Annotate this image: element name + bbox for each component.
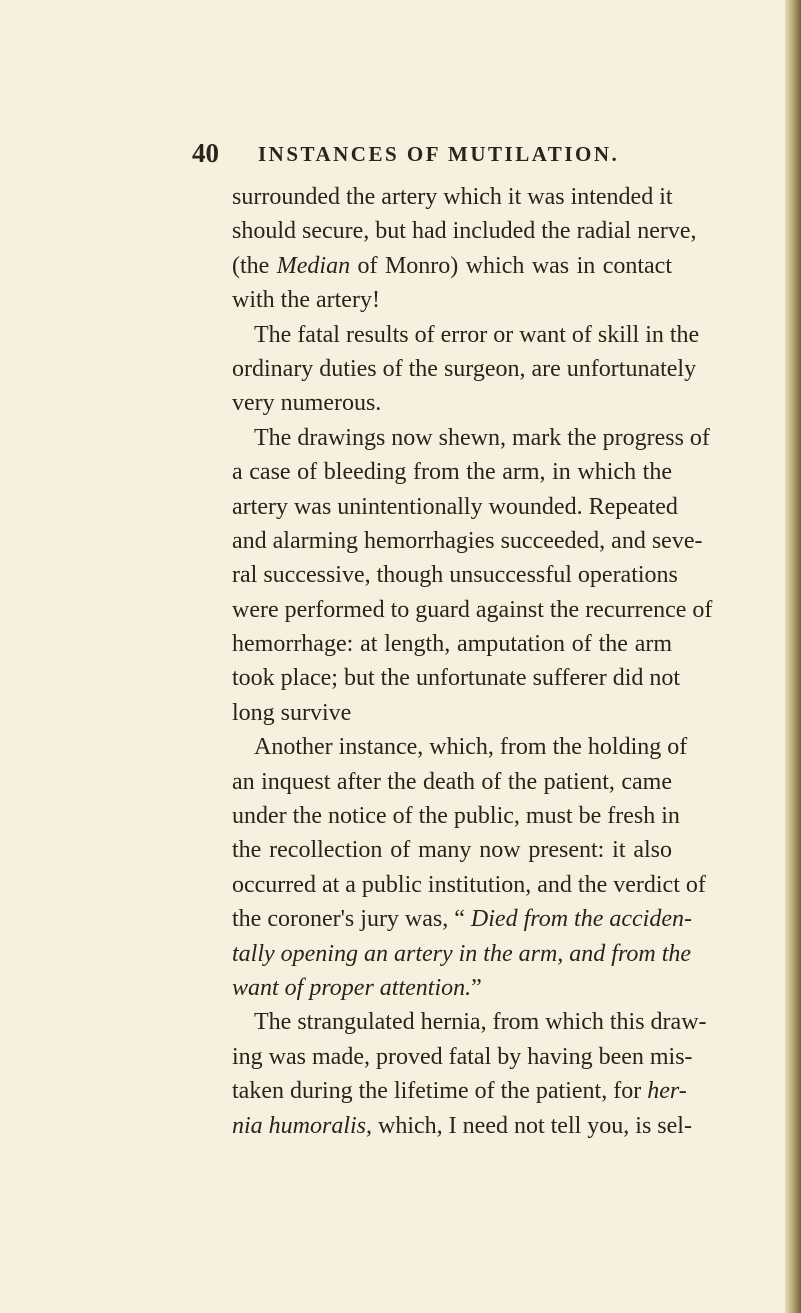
page-header xyxy=(192,138,752,168)
text-line xyxy=(232,799,680,833)
text-line xyxy=(232,249,672,283)
line-text: the coroner's jury was, “ xyxy=(232,906,471,933)
text-line xyxy=(232,902,692,936)
line-text: were performed to guard against the recurrence of xyxy=(232,596,713,623)
text-line xyxy=(232,1074,687,1108)
line-text: The fatal results of error or want of skill in the xyxy=(254,321,700,348)
text-line xyxy=(232,593,713,627)
line-text: surrounded the artery which it was intended it xyxy=(232,184,673,210)
text-line xyxy=(232,868,706,902)
text-line xyxy=(232,318,700,352)
italic-text: her- xyxy=(647,1078,687,1105)
line-text: of Monro) which was in contact xyxy=(350,252,672,279)
text-line xyxy=(232,455,672,489)
text-line xyxy=(232,1109,692,1143)
body-text xyxy=(232,180,713,1143)
text-line xyxy=(232,1040,693,1074)
text-line xyxy=(232,214,697,248)
line-text: the recollection of many now present: it also xyxy=(232,837,672,864)
line-text: occurred at a public institution, and the verdict of xyxy=(232,871,706,898)
line-text: ing was made, proved fatal by having been mis- xyxy=(232,1043,693,1070)
text-line xyxy=(232,1005,707,1039)
text-line xyxy=(232,971,672,1005)
line-text: a case of bleeding from the arm, in which the xyxy=(232,459,672,486)
text-line xyxy=(232,765,672,799)
text-line xyxy=(232,490,678,524)
line-text: ordinary duties of the surgeon, are unfortunately xyxy=(232,355,697,382)
text-line xyxy=(232,180,672,214)
line-text: and alarming hemorrhagies succeeded, and seve- xyxy=(232,527,703,554)
line-text: should secure, but had included the radial nerve, xyxy=(232,218,697,245)
line-text: with the artery! xyxy=(232,287,380,314)
text-line xyxy=(232,386,672,420)
line-text: long survive xyxy=(232,699,352,726)
text-line xyxy=(232,421,710,455)
text-line xyxy=(232,558,678,592)
running-head: INSTANCES OF MUTILATION. xyxy=(258,142,620,166)
line-text: an inquest after the death of the patient, came xyxy=(232,768,672,795)
italic-text: tally opening an artery in the arm, and from the xyxy=(232,940,692,967)
line-text: The strangulated hernia, from which this draw- xyxy=(254,1009,707,1036)
line-text: under the notice of the public, must be fresh in xyxy=(232,803,680,830)
line-text: Another instance, which, from the holding of xyxy=(254,734,688,761)
line-text: The drawings now shewn, mark the progress of xyxy=(254,424,710,451)
line-text: very numerous. xyxy=(232,390,382,417)
text-line xyxy=(232,524,703,558)
text-line xyxy=(232,696,672,730)
page-number: 40 xyxy=(192,138,219,168)
italic-text: Median xyxy=(276,252,351,279)
line-text: which, I need not tell you, is sel- xyxy=(372,1112,692,1139)
line-text: (the xyxy=(232,252,277,279)
line-text: artery was unintentionally wounded. Repeated xyxy=(232,493,678,520)
italic-text: want of proper attention. xyxy=(232,974,472,1001)
italic-text: Died from the acciden- xyxy=(470,906,692,933)
text-line xyxy=(232,730,688,764)
text-line xyxy=(232,833,672,867)
text-line xyxy=(232,627,672,661)
line-text: taken during the lifetime of the patient, for xyxy=(232,1078,648,1105)
text-line xyxy=(232,352,697,386)
line-text: hemorrhage: at length, amputation of the arm xyxy=(232,631,672,658)
line-text: ” xyxy=(471,974,482,1001)
page-edge xyxy=(785,0,801,1313)
text-line xyxy=(232,283,672,317)
text-line xyxy=(232,937,692,971)
line-text: took place; but the unfortunate sufferer did not xyxy=(232,665,681,692)
text-line xyxy=(232,661,681,695)
line-text: ral successive, though unsuccessful operations xyxy=(232,562,678,589)
italic-text: nia humoralis, xyxy=(232,1112,373,1139)
